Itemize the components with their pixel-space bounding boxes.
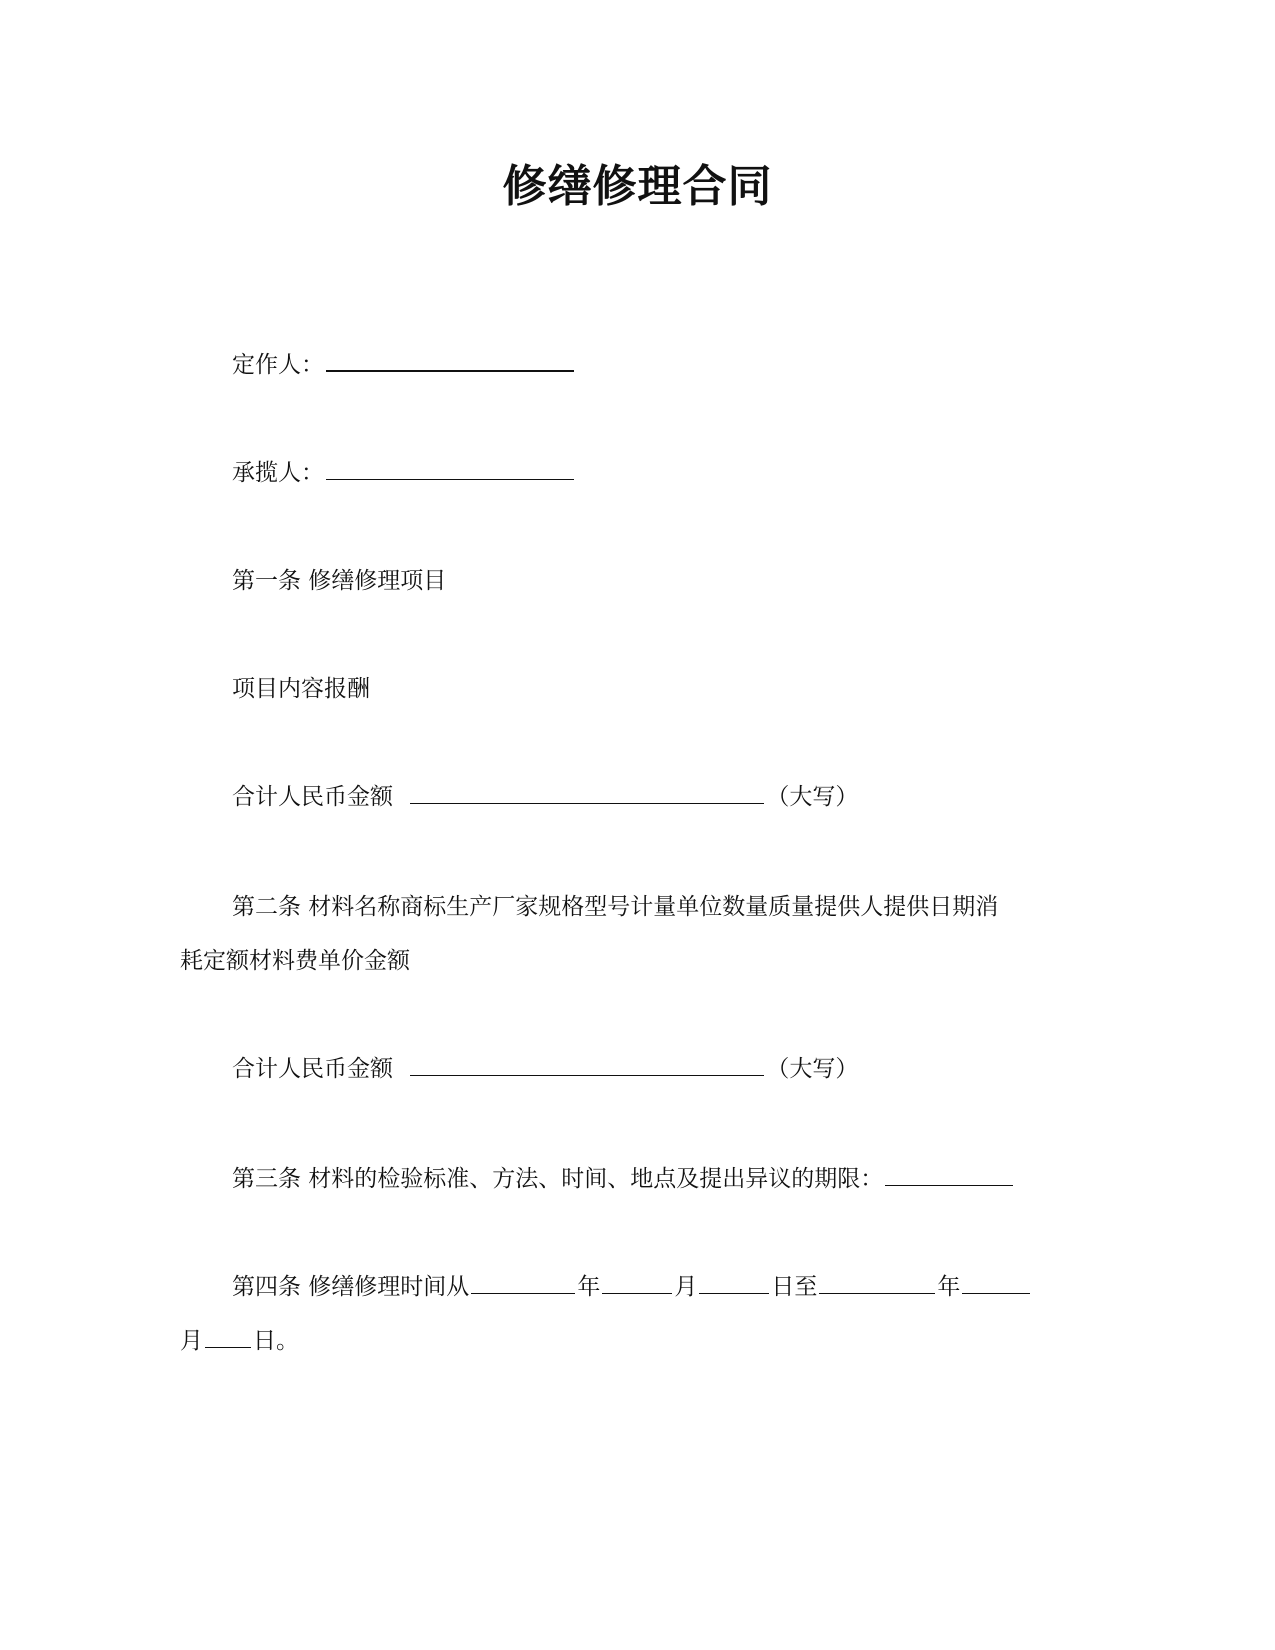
article-2-line-2: 耗定额材料费单价金额 [180,948,410,974]
end-year-blank[interactable] [819,1275,935,1294]
party-b-line [180,446,1132,500]
article-3-line [180,1152,1132,1206]
total-amount-blank-2[interactable] [410,1057,764,1076]
total-amount-blank[interactable] [410,785,764,804]
article-4-prefix: 第四条 修缮修理时间从 [232,1274,470,1300]
party-a-line [180,338,1132,392]
party-b-blank[interactable] [326,461,574,480]
total-amount-line-1 [180,770,1132,824]
month-label-2: 月 [180,1328,203,1354]
capital-note: （大写） [766,784,859,810]
article-3-blank[interactable] [885,1167,1013,1186]
year-label-2: 年 [937,1274,961,1300]
capital-note-2: （大写） [766,1056,859,1082]
party-b-label: 承揽人： [232,460,324,486]
total-amount-line-2 [180,1042,1132,1096]
article-3-text: 第三条 材料的检验标准、方法、时间、地点及提出异议的期限： [232,1166,884,1192]
total-amount-label: 合计人民币金额 [232,784,393,810]
article-4-line-1 [180,1260,1132,1314]
party-a-label: 定作人： [232,352,324,378]
start-day-blank[interactable] [699,1275,769,1294]
article-2-line-1: 第二条 材料名称商标生产厂家规格型号计量单位数量质量提供人提供日期消 [232,894,999,920]
end-day-blank[interactable] [205,1329,251,1348]
start-month-blank[interactable] [602,1275,672,1294]
day-end-label: 日。 [253,1328,299,1354]
end-month-blank[interactable] [962,1275,1030,1294]
article-1-items: 项目内容报酬 [232,676,370,702]
article-4-line-2 [180,1314,1080,1368]
party-a-blank[interactable] [326,352,574,372]
start-year-blank[interactable] [471,1275,575,1294]
day-to-label: 日至 [771,1274,818,1300]
document-title: 修缮修理合同 [502,161,773,212]
total-amount-label-2: 合计人民币金额 [232,1056,393,1082]
month-label: 月 [674,1274,698,1300]
year-label: 年 [577,1274,601,1300]
article-1-heading: 第一条 修缮修理项目 [232,568,447,594]
